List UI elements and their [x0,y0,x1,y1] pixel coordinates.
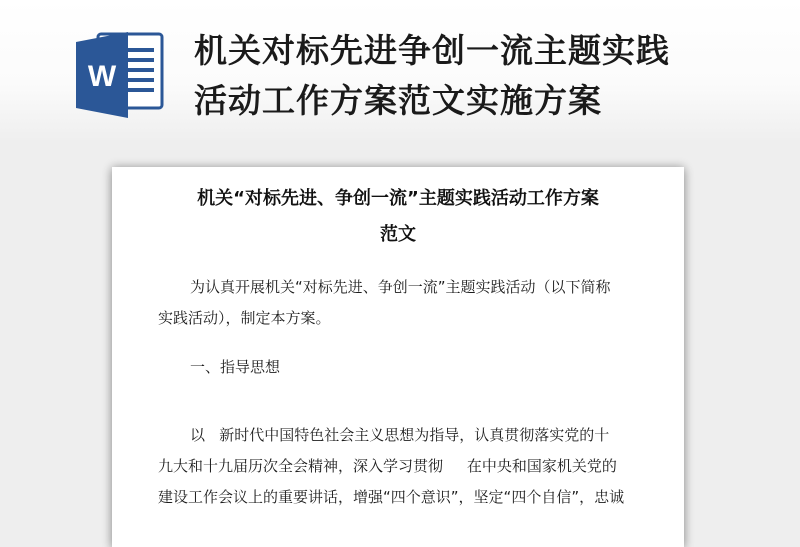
intro-line-2: 实践活动），制定本方案。 [158,309,331,327]
document-page [112,167,684,547]
intro-line-1: 为认真开展机关“对标先进、争创一流”主题实践活动（以下简称 [190,278,611,296]
document-title-line-1: 机关“对标先进、争创一流”主题实践活动工作方案 [197,188,599,209]
document-title-line-2: 范文 [380,224,416,245]
word-document-icon [76,30,166,120]
word-icon-letter: W [87,60,117,93]
body-line-3: 建设工作会议上的重要讲话，增强“四个意识”，坚定“四个自信”，忠诚 [158,488,625,506]
body-paragraph [158,420,648,513]
banner-title-line-1: 机关对标先进争创一流主题实践 [194,31,670,70]
section-1-heading: 一、指导思想 [190,358,281,376]
banner-title [194,26,784,126]
intro-paragraph [158,272,648,334]
body-line-1: 以 新时代中国特色社会主义思想为指导，认真贯彻落实党的十 [190,426,610,444]
banner-title-line-2: 活动工作方案范文实施方案 [194,81,602,120]
body-line-2: 九大和十九届历次全会精神，深入学习贯彻 在中央和国家机关党的 [158,457,617,475]
document-title [112,181,684,253]
header-banner [0,0,800,140]
